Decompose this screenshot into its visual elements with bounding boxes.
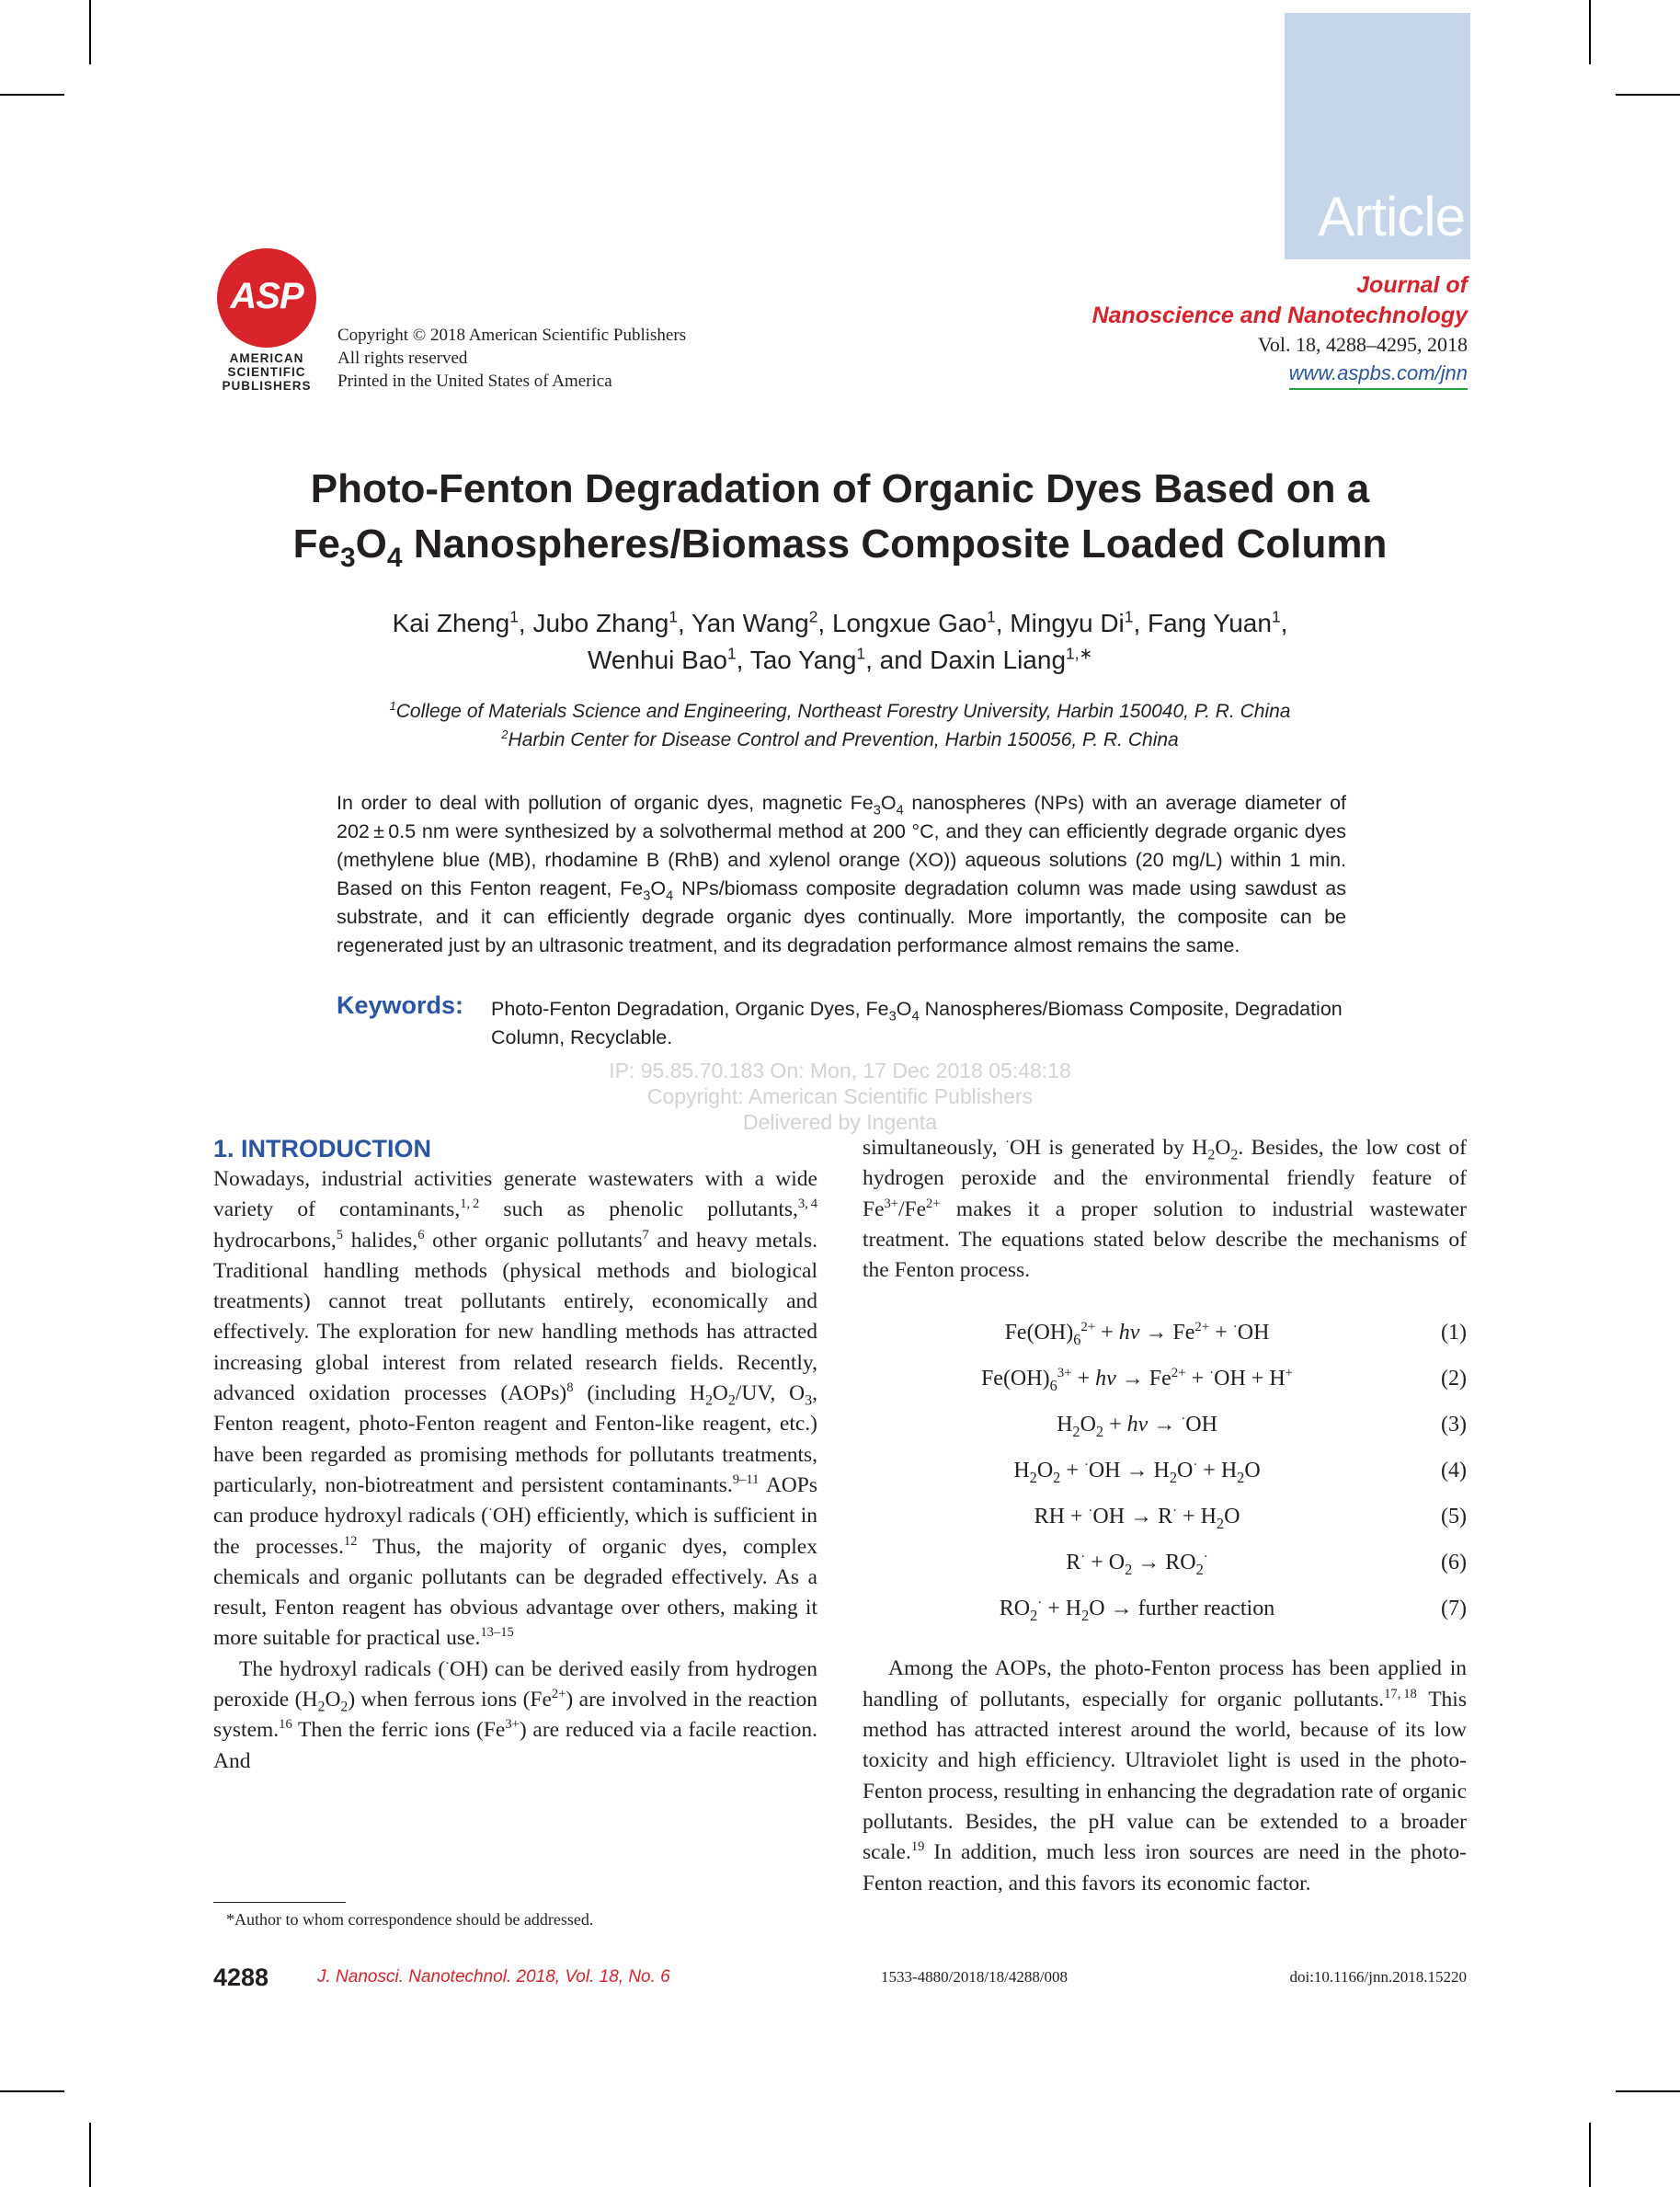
body-paragraph: Nowadays, industrial activities generate wastewaters with a wide variety of contaminants,$^{1, 2}$ such as phenolic pollutants,$^{3, 4}$ hydrocarbons,$^5$ halides,$^6$ other organic pollutants$^7$ and heavy metals. Traditional handling methods (physical methods and biological treatments) cannot treat pollutants entirely, economically and effectively. The exploration for new handling methods has attracted increasing global interest from related research fields. Recently, advanced oxidation processes (AOPs)$^8$ (including $H_2O_2/UV$, $O_3$, Fenton reagent, photo-Fenton reagent and Fenton-like reagent, etc.) have been regarded as promising methods for pollutants treatments, particularly, non-biotreatment and persistent contaminants.$^{9-11}$ AOPs can produce hydroxyl radicals (·OH) efficiently, which is sufficient in the processes.$^{12}$ Thus, the majority of organic dyes, complex chemicals and organic pollutants can be degraded effectively. As a result, Fenton reagent has obvious advantage over others, making it more suitable for practical use.$^{13-15}$ (213, 1167, 817, 1651)
doi-link[interactable]: doi:10.1166/jnn.2018.15220 (1289, 1968, 1467, 1986)
journal-url-link[interactable]: www.aspbs.com/jnn (1289, 359, 1468, 390)
equation-expression: $H_2O_2 + ^\cdot OH \to H_2O^\cdot + H_2O$ (1013, 1458, 1261, 1487)
left-column (213, 1133, 817, 1777)
affiliation: $^1$College of Materials Science and Engineering, Northeast Forestry University, Harbin 150040, P. R. China (389, 699, 1291, 722)
copyright-notice (337, 324, 686, 393)
equation-number: (4) (1441, 1459, 1467, 1483)
journal-citation: J. Nanosci. Nanotechnol. 2018, Vol. 18, No. 6 (317, 1967, 670, 1987)
author-name: and Daxin Liang (879, 646, 1067, 674)
keywords-label: Keywords: (337, 991, 464, 1019)
keywords-list: Photo-Fenton Degradation, Organic Dyes, $Fe_3O_4$ Nanospheres/Biomass Composite, Degradation Column, Recyclable. (491, 998, 1343, 1048)
equation-expression: $RO_2^\cdot + H_2O$ → further reaction (999, 1596, 1275, 1625)
equation-number: (6) (1441, 1551, 1467, 1575)
equation-expression: $Fe(OH)_6^{2+} + h\nu \to Fe^{2+} + ^\cdot OH$ (1004, 1320, 1270, 1349)
issn: 1533-4880/2018/18/4288/008 (881, 1968, 1069, 1986)
publisher-name-line: SCIENTIFIC (227, 365, 306, 379)
title-line: $Fe_3O_4$ Nanospheres/Biomass Composite Loaded Column (292, 521, 1388, 573)
copyright-line: Printed in the United States of America (337, 372, 612, 391)
watermark-line: Copyright: American Scientific Publishers (646, 1084, 1034, 1108)
author-list (184, 605, 1496, 679)
equation-list (863, 1311, 1467, 1633)
equation-number: (1) (1441, 1321, 1467, 1345)
equation (863, 1357, 1467, 1403)
equation (863, 1449, 1467, 1495)
affiliations (184, 697, 1496, 754)
page-number: 4288 (213, 1964, 269, 1991)
body-paragraph: Among the AOPs, the photo-Fenton process has been applied in handling of pollutants, especially for organic pollutants.$^{17, 18}$ This method has attracted interest around the world, because of its low toxicity and high efficiency. Ultraviolet light is used in the photo-Fenton process, resulting in enhancing the degradation rate of organic pollutants. Besides, the pH value can be extended to a broader scale.$^{19}$ In addition, much less iron sources are need in the photo-Fenton reaction, and this favors its economic factor. (863, 1656, 1467, 1895)
author-name: Wenhui Bao (587, 646, 727, 674)
title-line: Photo-Fenton Degradation of Organic Dyes Based on a (310, 466, 1370, 511)
equation-expression: $Fe(OH)_6^{3+} + h\nu \to Fe^{2+} + ^\cdot OH + H^+$ (980, 1366, 1294, 1395)
logo-circle (217, 248, 316, 348)
keywords (337, 991, 1357, 1052)
equation-number: (2) (1441, 1367, 1467, 1391)
crop-mark (89, 0, 91, 64)
article-title (138, 462, 1542, 572)
affiliation: $^2$Harbin Center for Disease Control and Prevention, Harbin 150056, P. R. China (501, 727, 1179, 750)
equation (863, 1311, 1467, 1357)
author-name: Jubo Zhang (532, 609, 669, 637)
author-line: Wenhui Bao$^1$, Tao Yang$^1$, and Daxin Liang$^{1,∗}$ (587, 644, 1093, 674)
crop-mark (1616, 94, 1680, 96)
article-type-label: Article (1318, 186, 1465, 247)
crop-mark (0, 94, 64, 96)
crop-mark (1589, 2123, 1591, 2187)
equation (863, 1403, 1467, 1449)
author-name: Kai Zheng (392, 609, 510, 637)
equation (863, 1587, 1467, 1633)
article-type-tab (1285, 13, 1470, 259)
equation-number: (5) (1441, 1505, 1467, 1529)
journal-title-line: Nanoscience and Nanotechnology (1091, 303, 1468, 328)
download-watermark (460, 1058, 1220, 1135)
watermark-line: IP: 95.85.70.183 On: Mon, 17 Dec 2018 05:48:18 (609, 1059, 1071, 1082)
logo-text: ASP (230, 276, 303, 316)
author-name: Longxue Gao (831, 609, 988, 637)
equation-expression: $H_2O_2 + h\nu \to ^\cdot OH$ (1057, 1412, 1217, 1441)
right-column (863, 1133, 1467, 1899)
author-name: Mingyu Di (1010, 609, 1125, 637)
correspondence-footnote: *Author to whom correspondence should be addressed. (226, 1910, 594, 1929)
equation (863, 1541, 1467, 1587)
publisher-name-line: AMERICAN (229, 351, 304, 365)
publisher-name (215, 351, 318, 393)
equation-expression: RH + $^\cdot OH \to R^\cdot + H_2O$ (1034, 1504, 1240, 1533)
copyright-line: All rights reserved (337, 349, 468, 368)
publisher-name-line: PUBLISHERS (222, 379, 312, 393)
body-paragraph: The hydroxyl radicals (·OH) can be derived easily from hydrogen peroxide $(H_2O_2)$ when ferrous ions $(Fe^{2+})$ are involved in the reaction system.$^{16}$ Then the ferric ions $(Fe^{3+})$ are reduced via a facile reaction. And (213, 1655, 818, 1773)
journal-title-line: Journal of (1356, 272, 1468, 298)
author-name: Fang Yuan (1148, 609, 1272, 637)
crop-mark (0, 2090, 64, 2092)
crop-mark (1616, 2090, 1680, 2092)
crop-mark (89, 2123, 91, 2187)
equation-number: (3) (1441, 1413, 1467, 1437)
journal-info (1092, 270, 1468, 390)
crop-mark (1589, 0, 1591, 64)
equation-expression: $R^\cdot + O_2 \to RO_2^\cdot$ (1066, 1550, 1208, 1579)
copyright-line: Copyright © 2018 American Scientific Publishers (337, 326, 687, 345)
footnote-rule (213, 1902, 346, 1903)
watermark-line: Delivered by Ingenta (743, 1110, 937, 1134)
section-heading: 1. INTRODUCTION (213, 1135, 432, 1162)
body-paragraph: simultaneously, ·OH is generated by $H_2O_2$. Besides, the low cost of hydrogen peroxide and the environmental friendly feature of $Fe^{3+}/Fe^{2+}$ makes it a proper solution to industrial wastewater treatment. The equations stated below describe the mechanisms of the Fenton process. (863, 1135, 1467, 1283)
publisher-logo (215, 248, 318, 393)
author-name: Tao Yang (749, 646, 857, 674)
author-line: Kai Zheng$^1$, Jubo Zhang$^1$, Yan Wang$^2$, Longxue Gao$^1$, Mingyu Di$^1$, Fang Yuan$^1$, (392, 607, 1288, 637)
author-name: Yan Wang (691, 609, 809, 637)
abstract: In order to deal with pollution of organic dyes, magnetic $Fe_3O_4$ nanospheres (NPs) with an average diameter of 202 ± 0.5 nm were synthesized by a solvothermal method at 200 °C, and they can efficiently degrade organic dyes (methylene blue (MB), rhodamine B (RhB) and xylenol orange (XO)) aqueous solutions (20 mg/L) within 1 min. Based on this Fenton reagent, $Fe_3O_4$ NPs/biomass composite degradation column was made using sawdust as substrate, and it can efficiently degrade organic dyes continually. More importantly, the composite can be regenerated just by an ultrasonic treatment, and its degradation performance almost remains the same. (337, 792, 1347, 956)
equation (863, 1495, 1467, 1541)
journal-volume: Vol. 18, 4288–4295, 2018 (1257, 333, 1468, 356)
equation-number: (7) (1441, 1597, 1467, 1621)
